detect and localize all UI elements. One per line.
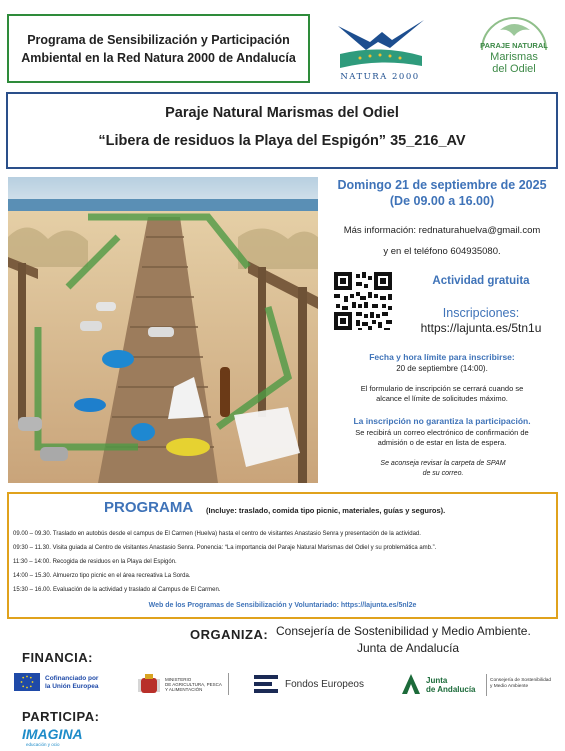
schedule-item: 09.00 – 09.30. Traslado en autobús desde el campus de El Carmen (Huelva) hasta el centro de visitantes Anastasio Senra y presentación de la actividad. [13,531,421,537]
participa-label: PARTICIPA: [22,709,100,724]
junta-andalucia-icon [400,672,422,696]
program-name [21,31,296,67]
event-title-box [6,92,558,169]
spam-notice-line-2: de su correo. [422,470,464,477]
free-activity-label: Actividad gratuita [432,275,530,287]
eu-cofinance-text [45,675,98,691]
event-time: (De 09.00 a 16.00) [389,194,495,208]
logo-divider [486,674,487,696]
ministry-text [165,677,222,692]
event-title-line-1: Paraje Natural Marismas del Odiel [165,105,399,121]
odiel-logo-text-2a: Marismas [490,51,538,63]
closing-notice-line-1: El formulario de inscripción se cerrará cuando se [360,384,524,393]
fondos-europeos-icon [252,672,280,696]
schedule-item: 15:30 – 16.00. Evaluación de la actividad y traslado al Campus de El Carmen. [13,587,221,593]
registration-label: Inscripciones: [442,306,520,320]
consejeria-line-2: y Medio Ambiente [490,684,529,689]
odiel-logo-text-2 [474,51,554,75]
qr-code[interactable] [332,270,394,332]
programa-title: PROGRAMA [104,499,194,516]
organiza-label: ORGANIZA: [190,627,269,642]
consejeria-text [490,678,551,690]
programa-subtitle: (Incluye: traslado, comida tipo picnic, materiales, guías y seguros). [206,506,446,515]
schedule-item: 09:30 – 11.30. Visita guiada al Centro de visitantes Anastasio Senra. Ponencia: “La importancia del Paraje Natural Marismas del Odiel y su problemática amb.”. [13,545,437,551]
event-title-line-2: “Libera de residuos la Playa del Espigón” 35_216_AV [98,133,466,149]
junta-line-2: de Andalucía [426,685,476,694]
registration-link[interactable]: https://lajunta.es/5tn1u [420,321,542,335]
info-email: Más información: rednaturahuelva@gmail.com [343,225,541,236]
guarantee-notice: La inscripción no garantiza la participación. [353,416,531,426]
spam-notice [338,459,548,479]
fondos-europeos-text: Fondos Europeos [285,679,364,690]
odiel-logo-text-1: PARAJE NATURAL [480,41,548,50]
schedule-item: 14:00 – 15.30. Almuerzo tipo picnic en el área recreativa La Sorda. [13,573,191,579]
programa-box [7,492,558,619]
confirmation-notice [332,428,552,448]
organizer-line-1: Consejería de Sostenibilidad y Medio Ambiente. [276,624,531,638]
confirmation-notice-line-1: Se recibirá un correo electrónico de confirmación de [355,428,529,437]
closing-notice-line-2: alcance el límite de solicitudes máximo. [376,394,508,403]
deadline-label: Fecha y hora límite para inscribirse: [369,352,515,362]
consejeria-line-1: Consejería de Sostenibilidad [490,678,552,683]
program-name-line-1: Programa de Sensibilización y Participación [27,32,290,47]
spain-coat-of-arms-icon [137,672,161,696]
programs-web-link[interactable]: Web de los Programas de Sensibilización y Voluntariado: https://lajunta.es/5nl2e [148,602,417,609]
imagina-logo-subtext: educación y ocio [26,742,60,747]
eu-cofinance-line-1: Cofinanciado por [45,675,99,682]
ministry-line-3: Y ALIMENTACIÓN [165,687,203,692]
imagina-logo: IMAGINA [22,726,83,742]
event-date: Domingo 21 de septiembre de 2025 [337,178,547,192]
financia-label: FINANCIA: [22,650,93,665]
confirmation-notice-line-2: admisión o de estar en lista de espera. [377,438,507,447]
logo-divider [228,673,229,695]
program-name-box [7,14,310,83]
ministry-line-1: MINISTERIO [165,677,192,682]
ministry-line-2: DE AGRICULTURA, PESCA [165,682,222,687]
beach-photo [8,177,318,483]
natura-2000-logo-text: NATURA 2000 [340,72,420,82]
spam-notice-line-1: Se aconseja revisar la carpeta de SPAM [380,460,506,467]
deadline-value: 20 de septiembre (14:00). [396,364,488,373]
junta-line-1: Junta [426,676,448,685]
junta-andalucia-text [426,676,476,694]
closing-notice [332,384,552,404]
eu-flag-icon [14,673,40,691]
organizer-line-2: Junta de Andalucía [357,641,460,655]
odiel-logo-text-2b: del Odiel [492,63,536,75]
schedule-item: 11:30 – 14:00. Recogida de residuos en la Playa del Espigón. [13,559,177,565]
info-phone: y en el teléfono 604935080. [383,246,501,257]
eu-cofinance-line-2: la Unión Europea [45,683,99,690]
program-name-line-2: Ambiental en la Red Natura 2000 de Andalucía [21,50,296,65]
